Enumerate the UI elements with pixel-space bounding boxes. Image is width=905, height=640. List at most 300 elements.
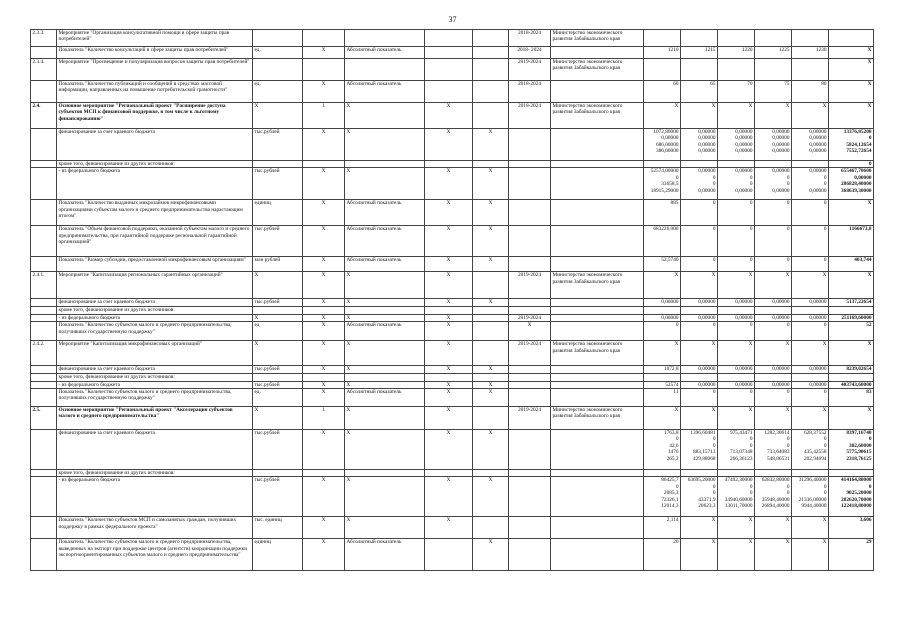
cell-indicator-type: X — [345, 407, 425, 430]
cell-number — [31, 257, 57, 272]
cell-total: X — [829, 81, 874, 103]
cell-year-value: 975,43471 0 0 713,07348 266,36123 — [718, 430, 755, 470]
cell-year-value: X — [718, 103, 755, 129]
table-row — [31, 430, 874, 470]
program-table — [30, 29, 874, 571]
cell-base-value: X — [425, 381, 473, 388]
cell-extra — [473, 103, 509, 129]
cell-number — [31, 470, 57, 477]
table-row — [31, 314, 874, 321]
cell-year-value: X — [792, 517, 829, 539]
cell-unit: тыс.рублей — [253, 226, 303, 257]
cell-year-value: 0 — [681, 257, 718, 272]
cell-year-value — [681, 307, 718, 314]
cell-executor — [551, 477, 644, 517]
cell-base-value: X — [425, 314, 473, 321]
cell-year-value: 1220 — [718, 47, 755, 59]
table-row — [31, 103, 874, 129]
cell-period — [509, 381, 551, 388]
cell-year-value: 0,00000 — [718, 381, 755, 388]
cell-source: X — [303, 517, 345, 539]
cell-extra — [473, 47, 509, 59]
cell-number — [31, 81, 57, 103]
cell-total: 52 — [829, 322, 874, 341]
cell-base-value: X — [425, 103, 473, 129]
cell-name: финансирование за счет краевого бюджета — [57, 430, 253, 470]
cell-year-value: 1396,60481 0 0 883,15713 429,88068 — [681, 430, 718, 470]
cell-year-value: X — [792, 407, 829, 430]
cell-total: X — [829, 341, 874, 366]
cell-source — [303, 161, 345, 168]
cell-year-value: 0,00000 — [755, 366, 792, 374]
cell-year-value: 0 — [718, 226, 755, 257]
cell-indicator-type: Абсолютный показатель — [345, 257, 425, 272]
cell-unit: X — [253, 314, 303, 321]
cell-indicator-type: X — [345, 299, 425, 307]
cell-unit: тыс.рублей — [253, 430, 303, 470]
cell-period — [509, 226, 551, 257]
table-row — [31, 30, 874, 47]
cell-period — [509, 539, 551, 571]
cell-executor — [551, 200, 644, 226]
cell-period — [509, 200, 551, 226]
cell-extra — [473, 374, 509, 381]
cell-year-value: 63695,20000 0 0 43371,9 20623,3 — [681, 477, 718, 517]
cell-number — [31, 322, 57, 341]
cell-executor — [551, 168, 644, 200]
cell-executor: Министерство экономического развития Забайкальского края — [551, 407, 644, 430]
cell-year-value: 0 — [792, 200, 829, 226]
table-row — [31, 81, 874, 103]
cell-year-value: 885 — [644, 200, 681, 226]
cell-year-value: 0 — [792, 226, 829, 257]
cell-year-value — [718, 374, 755, 381]
cell-indicator-type — [345, 59, 425, 81]
cell-year-value: 0,00000 0,00000 0,00000 0,00000 — [681, 129, 718, 161]
cell-year-value: 0,00000 — [755, 381, 792, 388]
cell-extra: X — [473, 299, 509, 307]
cell-year-value — [681, 374, 718, 381]
cell-year-value: X — [718, 341, 755, 366]
cell-year-value: X — [755, 517, 792, 539]
cell-total: 1166673,8 — [829, 226, 874, 257]
cell-extra: X — [473, 389, 509, 407]
cell-year-value: 0,00000 — [792, 314, 829, 321]
cell-total: 13376,85208 0 5824,12654 7552,72654 — [829, 129, 874, 161]
cell-executor — [551, 299, 644, 307]
cell-base-value — [425, 539, 473, 571]
cell-indicator-type — [345, 307, 425, 314]
cell-indicator-type: Абсолютный показатель — [345, 200, 425, 226]
cell-year-value: 0 — [644, 322, 681, 341]
cell-indicator-type: X — [345, 103, 425, 129]
cell-year-value — [792, 307, 829, 314]
cell-base-value: X — [425, 200, 473, 226]
cell-year-value — [718, 59, 755, 81]
cell-indicator-type: Абсолютный показатель — [345, 226, 425, 257]
table-row — [31, 307, 874, 314]
cell-year-value: 0,00000 — [718, 299, 755, 307]
cell-name: - из федерального бюджета — [57, 477, 253, 517]
cell-unit: X — [253, 272, 303, 299]
cell-name: Показатель "Объем финансовой поддержки, оказанной субъектам малого и среднего предпринимательства, при гарантийной поддержке региональной гарантийной организацией" — [57, 226, 253, 257]
cell-year-value — [644, 30, 681, 47]
cell-base-value: X — [425, 129, 473, 161]
cell-year-value: X — [681, 407, 718, 430]
cell-extra: X — [473, 381, 509, 388]
cell-extra: X — [473, 539, 509, 571]
cell-name: Основное мероприятие "Региональный проект "Акселерация субъектов малого и среднего предпринимательства" — [57, 407, 253, 430]
cell-extra: X — [473, 168, 509, 200]
cell-number — [31, 47, 57, 59]
cell-base-value — [425, 161, 473, 168]
cell-source — [303, 59, 345, 81]
cell-total — [829, 470, 874, 477]
cell-base-value: X — [425, 407, 473, 430]
cell-year-value: 0 — [792, 257, 829, 272]
cell-number: 2.3.4. — [31, 59, 57, 81]
cell-indicator-type — [345, 470, 425, 477]
cell-number: 2.4. — [31, 103, 57, 129]
cell-unit: ед. — [253, 389, 303, 407]
cell-year-value: 0,00000 0,00000 0,00000 0,00000 — [718, 129, 755, 161]
cell-period — [509, 129, 551, 161]
cell-year-value: 86425,7 0 2085,3 72326,1 12014,3 — [644, 477, 681, 517]
cell-source — [303, 307, 345, 314]
cell-base-value — [425, 374, 473, 381]
cell-indicator-type: X — [345, 430, 425, 470]
cell-source: X — [303, 272, 345, 299]
cell-base-value — [425, 307, 473, 314]
cell-unit: тыс.рублей — [253, 477, 303, 517]
cell-source: X — [303, 389, 345, 407]
cell-extra: X — [473, 226, 509, 257]
cell-base-value — [425, 59, 473, 81]
cell-number: 2.4.2. — [31, 341, 57, 366]
cell-executor — [551, 381, 644, 388]
cell-extra — [473, 59, 509, 81]
cell-name: Показатель "Количество публикаций и сообщений в средствах массовой информации, направленных на повышение потребительской грамотности" — [57, 81, 253, 103]
cell-period — [509, 257, 551, 272]
cell-year-value: X — [681, 272, 718, 299]
table-row — [31, 407, 874, 430]
cell-extra: X — [473, 366, 509, 374]
cell-unit: ед. — [253, 47, 303, 59]
cell-base-value — [425, 30, 473, 47]
cell-year-value: 0 — [755, 226, 792, 257]
cell-year-value: X — [718, 272, 755, 299]
cell-year-value: X — [755, 272, 792, 299]
cell-year-value — [755, 30, 792, 47]
cell-name: кроме того, финансирование из других источников: — [57, 470, 253, 477]
cell-total: 83 — [829, 389, 874, 407]
cell-period: 2019-2024 — [509, 407, 551, 430]
cell-indicator-type: Абсолютный показатель — [345, 322, 425, 341]
cell-number — [31, 477, 57, 517]
cell-executor — [551, 539, 644, 571]
cell-period — [509, 517, 551, 539]
cell-year-value: 0,00000 0 0 0,00000 — [681, 168, 718, 200]
cell-year-value: 0,00000 — [792, 366, 829, 374]
cell-base-value: X — [425, 430, 473, 470]
table-row — [31, 257, 874, 272]
cell-number — [31, 226, 57, 257]
cell-year-value: X — [792, 539, 829, 571]
cell-period: 2019-2024 — [509, 272, 551, 299]
cell-year-value: 52574 — [644, 381, 681, 388]
cell-year-value: 683226,000 — [644, 226, 681, 257]
cell-year-value — [792, 59, 829, 81]
cell-source — [303, 30, 345, 47]
cell-year-value: 1225 — [755, 47, 792, 59]
cell-base-value: X — [425, 299, 473, 307]
cell-year-value — [792, 374, 829, 381]
cell-unit — [253, 30, 303, 47]
cell-year-value: 20 — [644, 539, 681, 571]
cell-year-value — [792, 470, 829, 477]
cell-year-value: X — [681, 517, 718, 539]
cell-year-value: 0,00000 — [755, 299, 792, 307]
cell-year-value — [681, 30, 718, 47]
cell-base-value: X — [425, 272, 473, 299]
cell-year-value: 0,00000 0 0 0,00000 — [755, 168, 792, 200]
cell-name: Показатель "Количество консультаций в сфере защиты прав потребителей" — [57, 47, 253, 59]
cell-year-value: 0 — [718, 389, 755, 407]
table-row — [31, 341, 874, 366]
cell-executor — [551, 389, 644, 407]
cell-total: 8239,02654 — [829, 366, 874, 374]
cell-source: X — [303, 381, 345, 388]
page-number: 37 — [448, 15, 457, 24]
cell-source: X — [303, 168, 345, 200]
cell-base-value: X — [425, 389, 473, 407]
cell-year-value: 0,00000 — [681, 381, 718, 388]
cell-unit: единиц — [253, 539, 303, 571]
cell-year-value: 0,00000 — [718, 366, 755, 374]
cell-indicator-type: X — [345, 314, 425, 321]
cell-number — [31, 430, 57, 470]
cell-base-value — [425, 47, 473, 59]
cell-unit: X — [253, 103, 303, 129]
cell-name: Основное мероприятие "Региональный проект "Расширение доступа субъектов МСП к финансовой поддержке, в том числе к льготному финансированию" — [57, 103, 253, 129]
cell-source: X — [303, 226, 345, 257]
cell-year-value: 52574,00000 0 33658,5 18915,29000 — [644, 168, 681, 200]
cell-name: - из федерального бюджета — [57, 381, 253, 388]
cell-number — [31, 366, 57, 374]
cell-unit — [253, 161, 303, 168]
cell-unit: тыс.рублей — [253, 366, 303, 374]
cell-executor: Министерство экономического развития Забайкальского края — [551, 59, 644, 81]
cell-indicator-type: X — [345, 381, 425, 388]
cell-total: X — [829, 407, 874, 430]
cell-period — [509, 161, 551, 168]
cell-executor: Министерство экономического развития Забайкальского края — [551, 341, 644, 366]
cell-indicator-type: X — [345, 341, 425, 366]
cell-year-value: 0 — [681, 322, 718, 341]
cell-year-value — [755, 59, 792, 81]
cell-unit — [253, 307, 303, 314]
cell-year-value — [644, 374, 681, 381]
cell-year-value: 0,00000 — [755, 314, 792, 321]
cell-total: 8397,16740 0 302,60000 5775,90615 2318,76125 — [829, 430, 874, 470]
cell-source: X — [303, 539, 345, 571]
cell-executor — [551, 470, 644, 477]
cell-year-value — [681, 470, 718, 477]
cell-unit: X — [253, 407, 303, 430]
cell-period: 2019-2024 — [509, 314, 551, 321]
cell-indicator-type: X — [345, 272, 425, 299]
cell-number — [31, 517, 57, 539]
cell-year-value — [755, 374, 792, 381]
cell-unit: X — [253, 341, 303, 366]
cell-year-value: X — [644, 341, 681, 366]
cell-executor: Министерство экономического развития Забайкальского края — [551, 272, 644, 299]
table-row — [31, 299, 874, 307]
cell-unit: тыс.рублей — [253, 381, 303, 388]
cell-executor: Министерство экономического развития Забайкальского края — [551, 103, 644, 129]
cell-year-value: X — [755, 539, 792, 571]
cell-period: X — [509, 322, 551, 341]
cell-executor — [551, 430, 644, 470]
table-row — [31, 366, 874, 374]
table-row — [31, 374, 874, 381]
cell-unit: тыс. единиц — [253, 517, 303, 539]
cell-name: кроме того, финансирование из других источников: — [57, 374, 253, 381]
cell-year-value — [681, 59, 718, 81]
cell-indicator-type: Абсолютный показатель — [345, 539, 425, 571]
cell-period — [509, 307, 551, 314]
cell-year-value: 2,114 — [644, 517, 681, 539]
cell-executor — [551, 374, 644, 381]
table-row — [31, 272, 874, 299]
cell-extra — [473, 314, 509, 321]
cell-total: X — [829, 47, 874, 59]
cell-number — [31, 374, 57, 381]
cell-year-value: 1215 — [681, 47, 718, 59]
cell-year-value: 80 — [792, 81, 829, 103]
cell-unit: ед — [253, 322, 303, 341]
cell-source: 1 — [303, 407, 345, 430]
cell-year-value — [755, 470, 792, 477]
cell-source: X — [303, 477, 345, 517]
cell-number — [31, 168, 57, 200]
cell-name: кроме того, финансирование из других источников: — [57, 307, 253, 314]
cell-year-value: 0 — [681, 389, 718, 407]
cell-year-value — [718, 161, 755, 168]
cell-executor — [551, 161, 644, 168]
cell-name: Показатель "Количество субъектов малого и среднего предпринимательства, получивших государственную поддержку" — [57, 322, 253, 341]
cell-executor — [551, 257, 644, 272]
cell-indicator-type — [345, 161, 425, 168]
cell-source: X — [303, 257, 345, 272]
cell-year-value: 0,00000 0 0 0,00000 — [718, 168, 755, 200]
cell-year-value: X — [755, 103, 792, 129]
cell-executor — [551, 517, 644, 539]
cell-total: 655467,70600 0,00000 286828,40000 368639,30000 — [829, 168, 874, 200]
cell-extra: X — [473, 477, 509, 517]
cell-executor — [551, 129, 644, 161]
cell-name: финансирование за счет краевого бюджета — [57, 129, 253, 161]
cell-year-value: 0 — [681, 226, 718, 257]
table-row — [31, 168, 874, 200]
table-row — [31, 226, 874, 257]
cell-executor — [551, 314, 644, 321]
cell-year-value — [792, 30, 829, 47]
cell-indicator-type: X — [345, 129, 425, 161]
cell-year-value: 70 — [718, 81, 755, 103]
cell-name: Показатель "Количество субъектов МСП и самозанятых граждан, получивших поддержку в рамках федерального проекта" — [57, 517, 253, 539]
cell-source: X — [303, 314, 345, 321]
cell-indicator-type: Абсолютный показатель — [345, 81, 425, 103]
cell-period — [509, 374, 551, 381]
cell-year-value: 0,00000 — [644, 299, 681, 307]
cell-name: Показатель "Количество субъектов малого и среднего предпринимательства, получивших государственную поддержку" — [57, 389, 253, 407]
cell-total: 5137,22654 — [829, 299, 874, 307]
cell-year-value: X — [681, 103, 718, 129]
cell-base-value — [425, 81, 473, 103]
cell-unit: единиц — [253, 200, 303, 226]
cell-total: 0 — [829, 161, 874, 168]
cell-year-value: X — [644, 407, 681, 430]
cell-year-value: 75 — [755, 81, 792, 103]
cell-year-value: X — [644, 103, 681, 129]
cell-number — [31, 129, 57, 161]
cell-total: 251169,60000 — [829, 314, 874, 321]
cell-year-value: X — [755, 407, 792, 430]
cell-name: финансирование за счет краевого бюджета — [57, 299, 253, 307]
cell-year-value: 65 — [681, 81, 718, 103]
cell-unit: ед. — [253, 81, 303, 103]
cell-extra: X — [473, 430, 509, 470]
cell-extra: X — [473, 200, 509, 226]
cell-number — [31, 299, 57, 307]
cell-executor: Министерство экономического развития Забайкальского края — [551, 30, 644, 47]
cell-year-value — [644, 161, 681, 168]
cell-period: 2018- 2024 — [509, 47, 551, 59]
cell-number: 2.4.1. — [31, 272, 57, 299]
cell-year-value: 0,00000 — [681, 314, 718, 321]
cell-base-value: X — [425, 341, 473, 366]
cell-year-value: X — [792, 103, 829, 129]
cell-base-value: X — [425, 517, 473, 539]
table-row — [31, 381, 874, 388]
cell-year-value: 1210 — [644, 47, 681, 59]
cell-executor — [551, 81, 644, 103]
cell-period — [509, 470, 551, 477]
cell-total: 403,744 — [829, 257, 874, 272]
cell-year-value: 0 — [718, 257, 755, 272]
cell-source: 1 — [303, 103, 345, 129]
cell-year-value: 62832,80000 0 0 35948,40000 26894,40000 — [755, 477, 792, 517]
cell-extra — [473, 272, 509, 299]
cell-executor — [551, 307, 644, 314]
cell-period: 2019-2024 — [509, 341, 551, 366]
cell-source: X — [303, 299, 345, 307]
cell-base-value: X — [425, 226, 473, 257]
cell-base-value — [425, 470, 473, 477]
cell-total — [829, 30, 874, 47]
cell-year-value: X — [718, 517, 755, 539]
table-row — [31, 517, 874, 539]
cell-number — [31, 307, 57, 314]
cell-indicator-type: Абсолютный показатель — [345, 389, 425, 407]
cell-year-value: X — [681, 341, 718, 366]
cell-indicator-type: Абсолютный показатель — [345, 47, 425, 59]
cell-year-value: 0 — [755, 389, 792, 407]
cell-unit: тыс.рублей — [253, 129, 303, 161]
cell-year-value: 31296,40000 0 0 21336,00000 9944,40000 — [792, 477, 829, 517]
cell-name: Показатель "Количество выданных микрозаймов микрофинансовыми организациями субъектам малого и среднего предпринимательства нарастающим итогом" — [57, 200, 253, 226]
